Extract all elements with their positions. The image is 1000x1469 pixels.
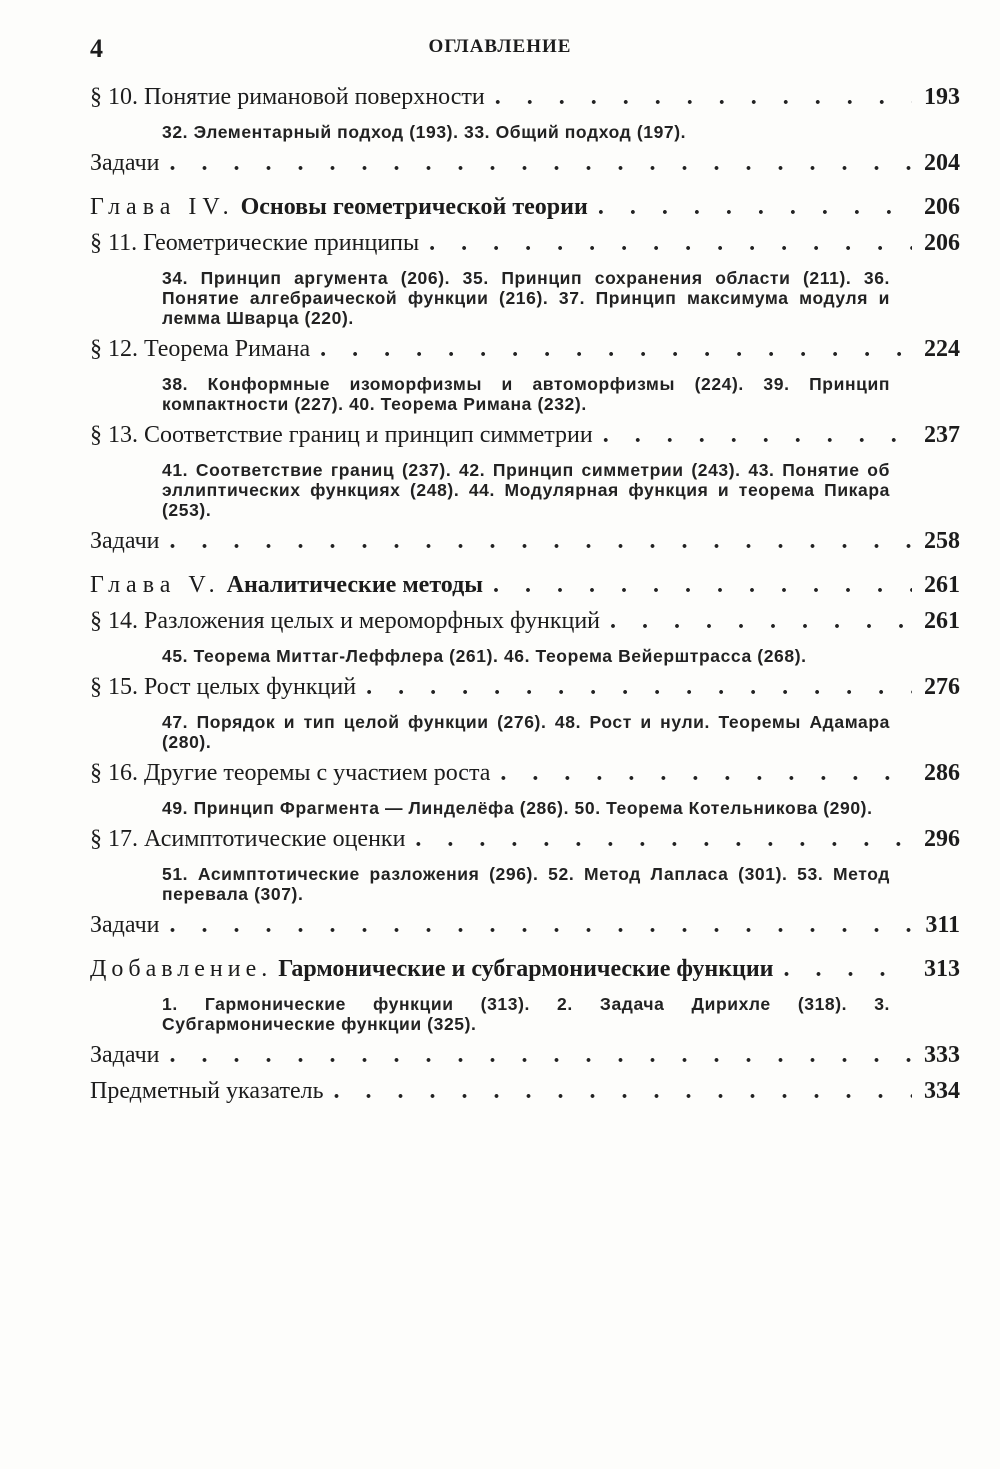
toc-entry[interactable] [90, 230, 960, 266]
toc-subsections: 32. Элементарный подход (193). 33. Общий подход (197). [162, 122, 687, 142]
toc-entry-page: 237 [924, 422, 960, 448]
leader-dots [784, 956, 913, 983]
leader-dots [500, 760, 912, 787]
toc-entry[interactable] [90, 760, 960, 796]
toc-entry-label [90, 572, 493, 599]
toc-entry-page: 204 [924, 150, 960, 176]
toc-entry-label: Задачи [90, 150, 160, 176]
toc-entry[interactable] [90, 826, 960, 862]
toc-entry[interactable] [90, 336, 960, 372]
toc-entry[interactable] [90, 912, 960, 948]
toc-entry-label: Задачи [90, 528, 160, 554]
toc-entry-label: Задачи [90, 912, 160, 938]
toc-entry-page: 333 [924, 1042, 960, 1068]
leader-dots [495, 84, 912, 111]
toc-entry-label: § 17. Асимптотические оценки [90, 826, 406, 852]
toc-entry-page: 261 [924, 572, 960, 598]
chapter-prefix: Глава V. [90, 572, 221, 598]
toc-subsections: 45. Теорема Миттаг-Леффлера (261). 46. Теорема Вейерштрасса (268). [162, 646, 807, 666]
table-of-contents [90, 84, 960, 1114]
toc-entry-label: § 13. Соответствие границ и принцип симметрии [90, 422, 593, 448]
page-number: 4 [90, 34, 103, 63]
toc-entry-label: § 11. Геометрические принципы [90, 230, 420, 256]
toc-entry-page: 193 [924, 84, 960, 110]
toc-entry-label: § 12. Теорема Римана [90, 336, 311, 362]
leader-dots [429, 230, 912, 257]
chapter-prefix: Глава IV. [90, 194, 235, 220]
toc-entry-label: Предметный указатель [90, 1078, 324, 1104]
toc-entry[interactable] [90, 1042, 960, 1078]
toc-entry-page: 261 [924, 608, 960, 634]
leader-dots [415, 826, 912, 853]
toc-entry-page: 313 [924, 956, 960, 982]
toc-entry-page: 258 [924, 528, 960, 554]
toc-subsections: 41. Соответствие границ (237). 42. Принцип симметрии (243). 43. Понятие об эллиптических функциях (248). 44. Модулярная функция и теорема Пикара (253). [162, 460, 890, 520]
toc-entry-page: 276 [924, 674, 960, 700]
toc-entry-label: Задачи [90, 1042, 160, 1068]
toc-entry[interactable] [90, 674, 960, 710]
chapter-title: Основы геометрической теории [240, 194, 588, 220]
toc-subsections: 34. Принцип аргумента (206). 35. Принцип сохранения области (211). 36. Понятие алгебраической функции (216). 37. Принцип максимума модуля и лемма Шварца (220). [162, 268, 890, 328]
toc-index-entry[interactable] [90, 1078, 960, 1114]
toc-entry[interactable] [90, 150, 960, 186]
toc-entry-label: § 15. Рост целых функций [90, 674, 357, 700]
toc-entry-page: 296 [924, 826, 960, 852]
toc-subsections: 47. Порядок и тип целой функции (276). 48. Рост и нули. Теоремы Адамара (280). [162, 712, 890, 752]
toc-subsections: 51. Асимптотические разложения (296). 52. Метод Лапласа (301). 53. Метод перевала (307). [162, 864, 890, 904]
toc-entry[interactable] [90, 528, 960, 564]
toc-subsections: 49. Принцип Фрагмента — Линделёфа (286). 50. Теорема Котельникова (290). [162, 798, 873, 818]
toc-entry-page: 334 [924, 1078, 960, 1104]
toc-subsections: 1. Гармонические функции (313). 2. Задача Дирихле (318). 3. Субгармонические функции (325). [162, 994, 890, 1034]
toc-entry-label: § 14. Разложения целых и мероморфных функций [90, 608, 601, 634]
leader-dots [320, 336, 912, 363]
leader-dots [170, 150, 913, 177]
leader-dots [170, 1042, 913, 1069]
leader-dots [334, 1078, 912, 1105]
toc-entry-label: § 10. Понятие римановой поверхности [90, 84, 485, 110]
toc-entry[interactable] [90, 608, 960, 644]
toc-subsections: 38. Конформные изоморфизмы и автоморфизмы (224). 39. Принцип компактности (227). 40. Теорема Римана (232). [162, 374, 890, 414]
leader-dots [366, 674, 912, 701]
toc-chapter-entry[interactable] [90, 572, 960, 608]
toc-entry-page: 286 [924, 760, 960, 786]
leader-dots [493, 572, 912, 599]
toc-entry[interactable] [90, 84, 960, 120]
toc-chapter-entry[interactable] [90, 194, 960, 230]
appendix-prefix: Добавление. [90, 956, 273, 982]
toc-appendix-entry[interactable] [90, 956, 960, 992]
leader-dots [170, 528, 913, 555]
toc-entry-page: 224 [924, 336, 960, 362]
leader-dots [170, 912, 914, 939]
toc-entry-label [90, 194, 598, 221]
toc-entry-page: 206 [924, 230, 960, 256]
toc-entry-page: 206 [924, 194, 960, 220]
chapter-title: Аналитические методы [226, 572, 483, 598]
appendix-title: Гармонические и субгармонические функции [278, 956, 774, 982]
leader-dots [598, 194, 912, 221]
page-title: ОГЛАВЛЕНИЕ [428, 36, 572, 57]
leader-dots [603, 422, 912, 449]
toc-entry-page: 311 [925, 912, 960, 938]
toc-entry-label [90, 956, 784, 983]
toc-entry[interactable] [90, 422, 960, 458]
toc-entry-label: § 16. Другие теоремы с участием роста [90, 760, 491, 786]
leader-dots [610, 608, 912, 635]
